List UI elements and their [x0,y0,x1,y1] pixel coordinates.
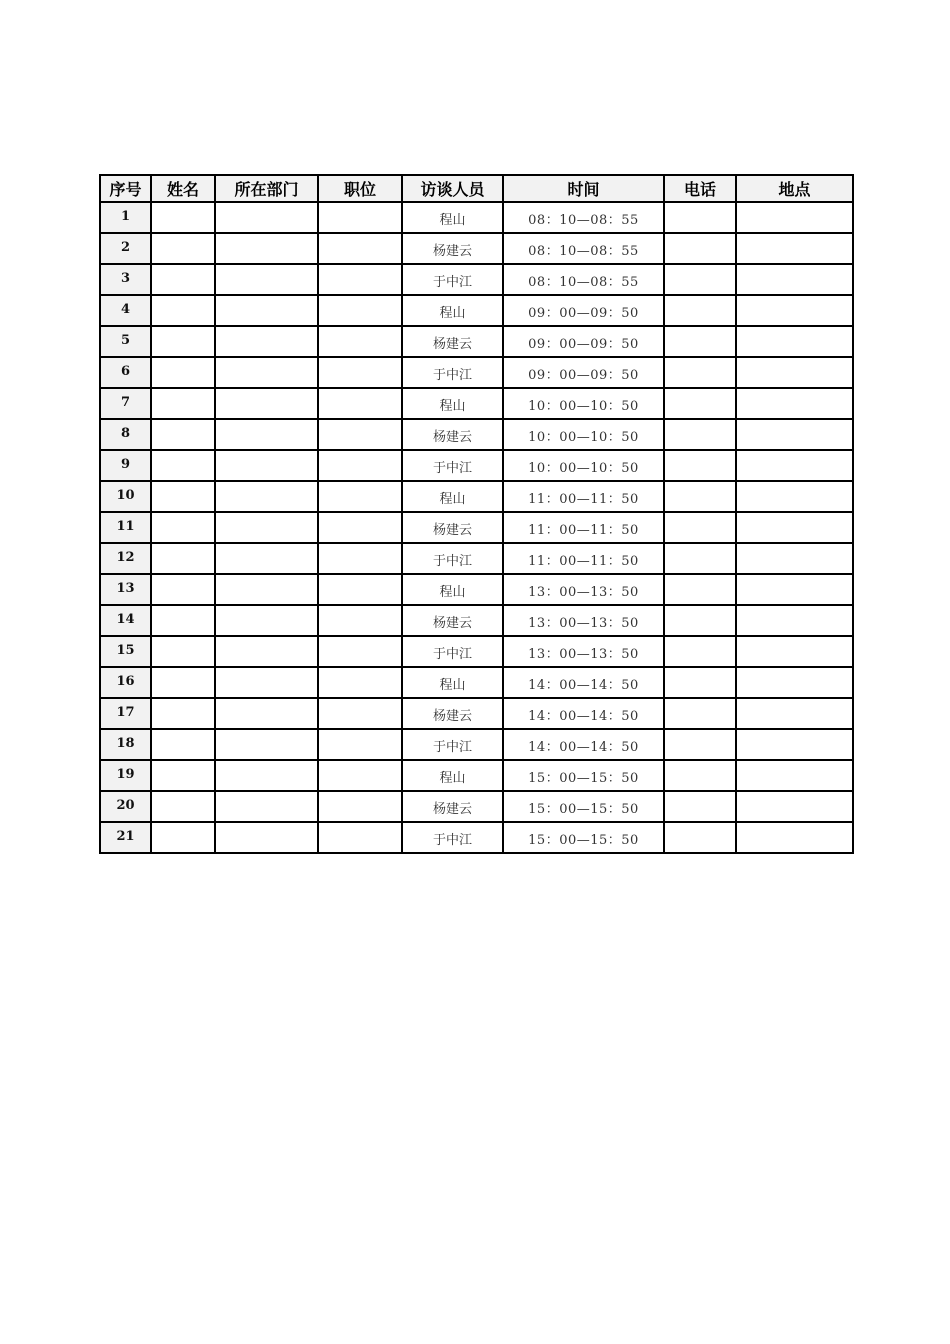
cell-department[interactable] [215,233,318,264]
cell-position[interactable] [318,605,402,636]
cell-place[interactable] [736,388,853,419]
cell-seq: 5 [100,326,151,357]
cell-department[interactable] [215,450,318,481]
cell-place[interactable] [736,574,853,605]
cell-interviewer: 于中江 [402,729,503,760]
cell-position[interactable] [318,729,402,760]
cell-place[interactable] [736,636,853,667]
cell-time: 08：10—08：55 [503,202,664,233]
cell-phone[interactable] [664,636,736,667]
table-row [100,543,853,574]
cell-place[interactable] [736,419,853,450]
cell-department[interactable] [215,791,318,822]
cell-interviewer: 于中江 [402,636,503,667]
cell-department[interactable] [215,419,318,450]
table-row [100,667,853,698]
cell-name[interactable] [151,729,215,760]
cell-department[interactable] [215,357,318,388]
cell-name[interactable] [151,202,215,233]
table-row [100,357,853,388]
cell-department[interactable] [215,605,318,636]
cell-time: 13：00—13：50 [503,574,664,605]
cell-name[interactable] [151,419,215,450]
table-row [100,264,853,295]
cell-phone[interactable] [664,481,736,512]
cell-name[interactable] [151,512,215,543]
cell-time: 15：00—15：50 [503,791,664,822]
cell-time: 10：00—10：50 [503,450,664,481]
table-row [100,574,853,605]
cell-seq: 12 [100,543,151,574]
cell-phone[interactable] [664,574,736,605]
cell-position[interactable] [318,481,402,512]
schedule-body [100,202,853,853]
cell-department[interactable] [215,574,318,605]
cell-seq: 9 [100,450,151,481]
cell-time: 09：00—09：50 [503,326,664,357]
cell-time: 10：00—10：50 [503,419,664,450]
header-place: 地点 [736,175,853,202]
cell-interviewer: 杨建云 [402,512,503,543]
cell-time: 14：00—14：50 [503,729,664,760]
table-row [100,791,853,822]
cell-seq: 17 [100,698,151,729]
cell-phone[interactable] [664,450,736,481]
cell-seq: 2 [100,233,151,264]
cell-department[interactable] [215,636,318,667]
table-row [100,388,853,419]
cell-time: 11：00—11：50 [503,543,664,574]
cell-name[interactable] [151,233,215,264]
cell-department[interactable] [215,295,318,326]
cell-place[interactable] [736,512,853,543]
cell-phone[interactable] [664,760,736,791]
cell-interviewer: 程山 [402,202,503,233]
cell-seq: 21 [100,822,151,853]
cell-name[interactable] [151,636,215,667]
cell-interviewer: 杨建云 [402,605,503,636]
cell-position[interactable] [318,667,402,698]
cell-department[interactable] [215,729,318,760]
interview-schedule-table [99,174,854,854]
cell-time: 15：00—15：50 [503,760,664,791]
cell-phone[interactable] [664,202,736,233]
cell-phone[interactable] [664,264,736,295]
cell-position[interactable] [318,450,402,481]
cell-interviewer: 程山 [402,574,503,605]
cell-seq: 3 [100,264,151,295]
cell-place[interactable] [736,357,853,388]
cell-seq: 1 [100,202,151,233]
cell-name[interactable] [151,264,215,295]
cell-department[interactable] [215,543,318,574]
cell-interviewer: 杨建云 [402,326,503,357]
cell-place[interactable] [736,295,853,326]
cell-name[interactable] [151,574,215,605]
cell-interviewer: 于中江 [402,357,503,388]
cell-department[interactable] [215,698,318,729]
cell-position[interactable] [318,698,402,729]
cell-position[interactable] [318,388,402,419]
cell-department[interactable] [215,512,318,543]
cell-name[interactable] [151,388,215,419]
cell-place[interactable] [736,605,853,636]
cell-position[interactable] [318,295,402,326]
cell-position[interactable] [318,791,402,822]
cell-interviewer: 程山 [402,481,503,512]
cell-seq: 15 [100,636,151,667]
cell-interviewer: 杨建云 [402,419,503,450]
cell-name[interactable] [151,450,215,481]
cell-place[interactable] [736,202,853,233]
header-phone: 电话 [664,175,736,202]
cell-time: 13：00—13：50 [503,605,664,636]
table-row [100,481,853,512]
cell-name[interactable] [151,357,215,388]
cell-name[interactable] [151,481,215,512]
cell-phone[interactable] [664,326,736,357]
cell-time: 09：00—09：50 [503,357,664,388]
table-row [100,419,853,450]
cell-time: 11：00—11：50 [503,481,664,512]
cell-department[interactable] [215,481,318,512]
cell-position[interactable] [318,574,402,605]
cell-seq: 6 [100,357,151,388]
cell-phone[interactable] [664,419,736,450]
cell-interviewer: 于中江 [402,822,503,853]
cell-phone[interactable] [664,729,736,760]
header-name: 姓名 [151,175,215,202]
header-seq: 序号 [100,175,151,202]
cell-interviewer: 杨建云 [402,233,503,264]
cell-place[interactable] [736,822,853,853]
cell-place[interactable] [736,233,853,264]
cell-name[interactable] [151,605,215,636]
table-row [100,295,853,326]
cell-seq: 18 [100,729,151,760]
cell-name[interactable] [151,760,215,791]
cell-interviewer: 于中江 [402,450,503,481]
cell-department[interactable] [215,202,318,233]
table-row [100,636,853,667]
cell-phone[interactable] [664,698,736,729]
cell-name[interactable] [151,791,215,822]
cell-phone[interactable] [664,295,736,326]
cell-phone[interactable] [664,543,736,574]
cell-place[interactable] [736,667,853,698]
cell-position[interactable] [318,822,402,853]
cell-seq: 16 [100,667,151,698]
cell-time: 08：10—08：55 [503,233,664,264]
header-interviewer: 访谈人员 [402,175,503,202]
cell-interviewer: 于中江 [402,543,503,574]
cell-interviewer: 程山 [402,667,503,698]
header-row [100,175,853,202]
table-row [100,233,853,264]
cell-phone[interactable] [664,605,736,636]
cell-position[interactable] [318,233,402,264]
cell-seq: 19 [100,760,151,791]
cell-department[interactable] [215,667,318,698]
cell-place[interactable] [736,698,853,729]
table-row [100,698,853,729]
cell-seq: 11 [100,512,151,543]
cell-place[interactable] [736,543,853,574]
cell-department[interactable] [215,760,318,791]
cell-position[interactable] [318,636,402,667]
cell-place[interactable] [736,729,853,760]
table-row [100,512,853,543]
cell-department[interactable] [215,388,318,419]
cell-place[interactable] [736,326,853,357]
cell-position[interactable] [318,357,402,388]
cell-position[interactable] [318,264,402,295]
header-time: 时间 [503,175,664,202]
cell-place[interactable] [736,760,853,791]
cell-position[interactable] [318,202,402,233]
cell-phone[interactable] [664,357,736,388]
cell-position[interactable] [318,326,402,357]
cell-phone[interactable] [664,822,736,853]
cell-seq: 10 [100,481,151,512]
cell-phone[interactable] [664,667,736,698]
cell-time: 09：00—09：50 [503,295,664,326]
table-row [100,760,853,791]
cell-place[interactable] [736,791,853,822]
cell-phone[interactable] [664,233,736,264]
header-department: 所在部门 [215,175,318,202]
cell-interviewer: 杨建云 [402,791,503,822]
cell-name[interactable] [151,667,215,698]
cell-phone[interactable] [664,388,736,419]
cell-time: 13：00—13：50 [503,636,664,667]
cell-interviewer: 杨建云 [402,698,503,729]
cell-position[interactable] [318,543,402,574]
cell-place[interactable] [736,450,853,481]
header-position: 职位 [318,175,402,202]
cell-interviewer: 程山 [402,760,503,791]
cell-time: 11：00—11：50 [503,512,664,543]
cell-time: 10：00—10：50 [503,388,664,419]
cell-seq: 8 [100,419,151,450]
cell-name[interactable] [151,543,215,574]
cell-time: 14：00—14：50 [503,698,664,729]
table-row [100,822,853,853]
cell-position[interactable] [318,760,402,791]
cell-position[interactable] [318,419,402,450]
cell-department[interactable] [215,264,318,295]
cell-seq: 13 [100,574,151,605]
cell-department[interactable] [215,326,318,357]
cell-time: 08：10—08：55 [503,264,664,295]
cell-time: 15：00—15：50 [503,822,664,853]
table-row [100,729,853,760]
cell-interviewer: 程山 [402,388,503,419]
cell-phone[interactable] [664,512,736,543]
cell-place[interactable] [736,264,853,295]
cell-place[interactable] [736,481,853,512]
cell-position[interactable] [318,512,402,543]
cell-seq: 7 [100,388,151,419]
cell-name[interactable] [151,698,215,729]
table-row [100,450,853,481]
cell-phone[interactable] [664,791,736,822]
table-row [100,202,853,233]
cell-name[interactable] [151,822,215,853]
cell-seq: 4 [100,295,151,326]
cell-time: 14：00—14：50 [503,667,664,698]
cell-seq: 14 [100,605,151,636]
cell-interviewer: 于中江 [402,264,503,295]
table-row [100,326,853,357]
cell-interviewer: 程山 [402,295,503,326]
cell-department[interactable] [215,822,318,853]
cell-name[interactable] [151,295,215,326]
cell-seq: 20 [100,791,151,822]
table-row [100,605,853,636]
interview-schedule-sheet [99,174,852,854]
cell-name[interactable] [151,326,215,357]
